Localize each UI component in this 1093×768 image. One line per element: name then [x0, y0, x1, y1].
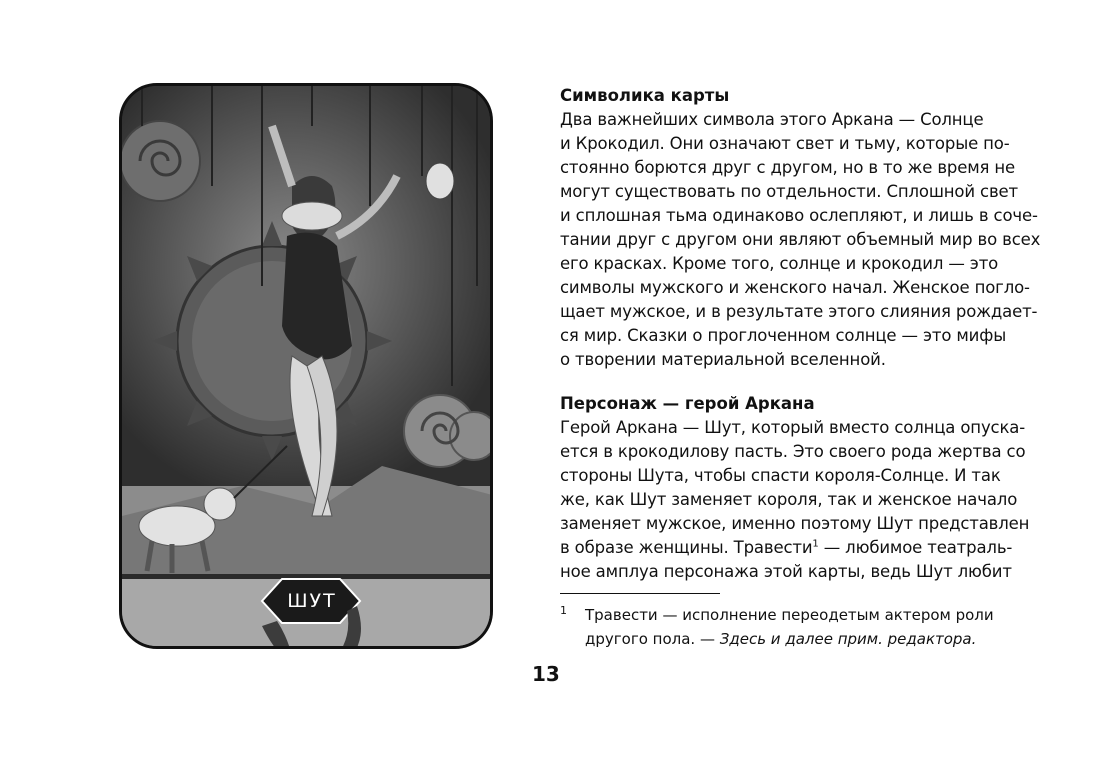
paragraph-line: и Крокодил. Они означают свет и тьму, которые по- [560, 134, 1010, 153]
section-character [560, 392, 1030, 584]
swirl-disc-left [122, 121, 200, 201]
section-symbolism [560, 84, 1041, 372]
footnote-divider [560, 593, 720, 594]
paragraph-text: — любимое театраль- [818, 538, 1013, 557]
paragraph-line: стороны Шута, чтобы спасти короля-Солнце. И так [560, 466, 1001, 485]
tarot-card-illustration [119, 83, 493, 649]
card-title-label: ШУТ [287, 590, 337, 612]
card-artwork [122, 86, 493, 649]
paragraph-line: ется в крокодилову пасть. Это своего рода жертва со [560, 442, 1026, 461]
paragraph-line: и сплошная тьма одинаково ослепляют, и лишь в соче- [560, 206, 1038, 225]
footnote-reference[interactable]: 1 [812, 538, 819, 550]
footnote-text: другого пола. — [585, 630, 720, 648]
footnote-editor-note: Здесь и далее прим. редактора. [719, 630, 977, 648]
sun-shape [152, 221, 392, 461]
paragraph-line: заменяет мужское, именно поэтому Шут представлен [560, 514, 1030, 533]
footnote-line [585, 627, 1015, 651]
section-heading: Персонаж — герой Аркана [560, 394, 815, 413]
footnote-line: Травести — исполнение переодетым актером роли [585, 606, 994, 624]
footnote-mark: 1 [560, 604, 567, 617]
paragraph-line [560, 536, 1020, 560]
paragraph-line: Два важнейших символа этого Аркана — Солнце [560, 110, 984, 129]
paragraph-line: могут существовать по отдельности. Сплошной свет [560, 182, 1018, 201]
paragraph-line: символы мужского и женского начал. Женское погло- [560, 278, 1030, 297]
paragraph-line: ное амплуа персонажа этой карты, ведь Шут любит [560, 562, 1012, 581]
paragraph-line: стоянно борются друг с другом, но в то же время не [560, 158, 1016, 177]
paragraph-line: его красках. Кроме того, солнце и крокодил — это [560, 254, 999, 273]
page-number: 13 [532, 662, 560, 686]
section-heading: Символика карты [560, 86, 730, 105]
paragraph-line: ся мир. Сказки о проглоченном солнце — это мифы [560, 326, 1007, 345]
paragraph-line: тании друг с другом они являют объемный мир во всех [560, 230, 1041, 249]
paragraph-line: Герой Аркана — Шут, который вместо солнца опуска- [560, 418, 1026, 437]
paragraph-line: о творении материальной вселенной. [560, 350, 886, 369]
paragraph-line: же, как Шут заменяет короля, так и женское начало [560, 490, 1018, 509]
paragraph-text: в образе женщины. Травести [560, 538, 813, 557]
paragraph-line: щает мужское, и в результате этого слияния рождает- [560, 302, 1038, 321]
